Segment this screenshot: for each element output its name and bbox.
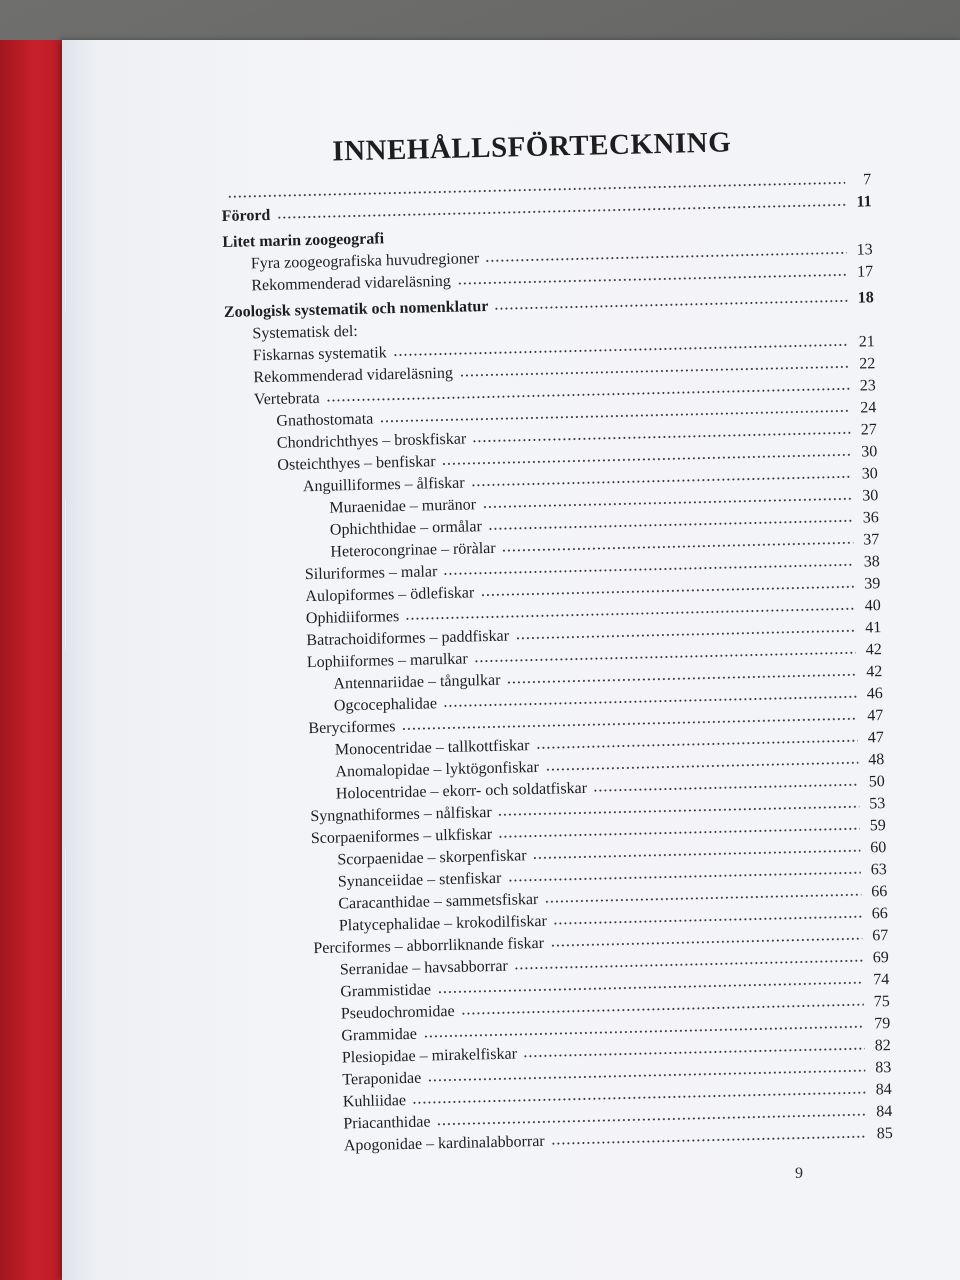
toc-entry-page: 40 <box>864 597 881 615</box>
toc-entry-page: 83 <box>875 1059 892 1077</box>
binding-stitches <box>62 40 74 1280</box>
toc-entry-title: Kuhliidae <box>342 1092 407 1111</box>
toc-dot-leader <box>443 695 857 708</box>
toc-entry-page: 17 <box>857 263 874 281</box>
toc-entry-page: 42 <box>865 641 882 659</box>
toc-entry-title: Heterocongrinae – röràlar <box>330 539 496 561</box>
toc-entry-title: Synanceiidae – stenfiskar <box>337 869 502 891</box>
toc-entry-title: Teraponidae <box>342 1069 422 1089</box>
toc-entry-title: Siluriformes – malar <box>304 563 438 584</box>
toc-entry-title: Osteichthyes – benfiskar <box>277 453 436 474</box>
toc-entry-title: Förord <box>221 206 271 225</box>
page-number: 9 <box>795 1165 803 1182</box>
toc-entry-title: Anguilliformes – ålfiskar <box>302 474 465 496</box>
toc-entry-page: 13 <box>856 241 873 259</box>
toc-entry-page: 67 <box>872 927 889 945</box>
toc-dot-leader <box>507 871 860 883</box>
toc-entry-page: 18 <box>857 289 874 307</box>
toc-entry-page: 46 <box>866 685 883 703</box>
toc-dot-leader <box>459 365 849 378</box>
toc-entry-page: 30 <box>861 465 878 483</box>
toc-entry-title: Muraenidae – muränor <box>329 496 477 517</box>
toc-entry-title: Grammidae <box>341 1025 418 1045</box>
toc-entry-page: 63 <box>870 861 887 879</box>
toc-entry-page: 79 <box>874 1015 891 1033</box>
toc-entry-title: Ogcocephalidae <box>333 695 438 715</box>
toc-entry-title: Grammistidae <box>340 981 432 1001</box>
toc-entry-title: Gnathostomata <box>276 410 374 430</box>
toc-entry-title: Anomalopidae – lyktögonfiskar <box>335 758 540 781</box>
toc-entry-page: 27 <box>860 421 877 439</box>
toc-entry-page: 47 <box>867 707 884 725</box>
toc-entry-title: Perciformes – abborrliknande fiskar <box>313 934 545 958</box>
toc-entry-page: 7 <box>862 171 872 189</box>
toc-dot-leader <box>523 1047 865 1059</box>
toc-entry-title: Serranidae – havsabborrar <box>339 957 508 979</box>
toc-dot-leader <box>442 453 852 466</box>
toc-entry-page: 69 <box>872 949 889 967</box>
toc-entry-page: 38 <box>863 553 880 571</box>
toc-entry-title: Caracanthidae – sammetsfiskar <box>338 890 539 913</box>
toc-dot-leader <box>494 299 848 311</box>
toc-entry-page: 85 <box>876 1124 893 1143</box>
toc-entry-title: Ophichthidae – ormålar <box>329 518 483 539</box>
toc-entry-page: 74 <box>873 971 890 989</box>
toc-entry-page: 75 <box>873 993 890 1011</box>
toc-entry-page: 21 <box>858 333 875 351</box>
toc-dot-leader <box>535 739 857 750</box>
toc-entry-title: Vertebrata <box>253 389 320 409</box>
toc-dot-leader <box>502 541 854 553</box>
toc-dot-leader <box>550 937 862 948</box>
toc-entry-title: Systematisk del: <box>252 322 358 343</box>
toc-dot-leader <box>480 585 854 597</box>
toc-dot-leader <box>593 783 859 793</box>
toc-entry-page: 84 <box>876 1103 893 1121</box>
toc-entry-title: Monocentridae – tallkottfiskar <box>334 737 530 759</box>
toc-entry-page: 37 <box>863 531 880 549</box>
toc-entry-page: 84 <box>875 1081 892 1099</box>
toc-entry-title: Fyra zoogeografiska huvudregioner <box>250 250 480 273</box>
binding-stitch <box>64 850 67 1000</box>
table-of-contents <box>221 169 893 1159</box>
toc-dot-leader <box>443 563 854 576</box>
toc-entry-title: Batrachoidiformes – paddfiskar <box>306 627 510 650</box>
toc-dot-leader <box>488 519 853 531</box>
book-page <box>62 40 960 1280</box>
toc-entry-page: 23 <box>859 377 876 395</box>
toc-dot-leader <box>457 273 847 286</box>
toc-entry-title: Scorpaeniformes – ulkfiskar <box>310 826 493 848</box>
toc-entry-page: 30 <box>862 487 879 505</box>
toc-dot-leader <box>551 1135 867 1146</box>
toc-entry-page: 53 <box>869 795 886 813</box>
toc-entry-page: 41 <box>865 619 882 637</box>
toc-dot-leader <box>472 431 851 444</box>
toc-entry-page: 30 <box>861 443 878 461</box>
toc-entry-title: Apogonidae – kardinalabborrar <box>343 1132 545 1155</box>
toc-dot-leader <box>544 893 861 904</box>
toc-dot-leader <box>506 673 856 685</box>
toc-entry-title: Litet marin zoogeografi <box>222 230 385 251</box>
toc-dot-leader <box>545 761 858 772</box>
page-content <box>220 123 893 1155</box>
toc-dot-leader <box>471 475 852 488</box>
toc-entry-title: Beryciformes <box>308 718 396 738</box>
toc-dot-leader <box>461 1003 864 1016</box>
toc-dot-leader <box>482 497 852 509</box>
toc-entry-page: 11 <box>856 193 872 211</box>
toc-entry-page: 36 <box>862 509 879 527</box>
binding-stitch <box>64 500 67 650</box>
toc-entry-title: Syngnathiformes – nålfiskar <box>310 804 492 826</box>
toc-dot-leader <box>474 651 856 664</box>
toc-entry-title: Priacanthidae <box>343 1113 431 1133</box>
toc-entry-title: Rekommenderad vidareläsning <box>253 364 454 387</box>
toc-entry-title: Aulopiformes – ödlefiskar <box>305 584 475 606</box>
toc-entry-title: Rekommenderad vidareläsning <box>251 272 452 295</box>
toc-entry-page: 24 <box>860 399 877 417</box>
toc-entry-page: 50 <box>868 773 885 791</box>
toc-entry-page: 42 <box>866 663 883 681</box>
toc-dot-leader <box>515 629 855 641</box>
toc-entry-title: Chondrichthyes – broskfiskar <box>276 430 467 452</box>
toc-entry-title: Plesiopidae – mirakelfiskar <box>341 1045 518 1067</box>
toc-entry-page: 66 <box>871 905 888 923</box>
toc-entry-page: 82 <box>874 1037 891 1055</box>
page-title: INNEHÅLLSFÖRTECKNING <box>331 126 732 168</box>
toc-dot-leader <box>553 915 862 926</box>
toc-entry-page: 48 <box>868 751 885 769</box>
toc-entry-title: Lophiiformes – marulkar <box>306 650 468 672</box>
toc-dot-leader <box>485 251 847 263</box>
toc-entry-title: Fiskarnas systematik <box>252 344 387 365</box>
toc-dot-leader <box>533 849 861 860</box>
toc-entry-title: Platycephalidae – krokodilfiskar <box>338 912 547 935</box>
toc-entry-title: Antennariidae – tångulkar <box>333 671 501 693</box>
toc-dot-leader <box>514 959 863 971</box>
toc-dot-leader <box>498 805 860 817</box>
toc-entry-title: Zoologisk systematik och nomenklatur <box>223 297 489 321</box>
toc-entry-page: 59 <box>869 817 886 835</box>
toc-dot-leader <box>498 827 860 839</box>
toc-entry-page: 22 <box>859 355 876 373</box>
toc-entry-title: Ophidiiformes <box>305 608 400 628</box>
toc-entry-page: 60 <box>870 839 887 857</box>
toc-entry-title: Holocentridae – ekorr- och soldatfiskar <box>335 779 588 803</box>
binding-stitch <box>64 160 67 310</box>
toc-entry-title: Pseudochromidae <box>340 1002 455 1023</box>
toc-dot-leader <box>276 203 845 220</box>
toc-entry-page: 39 <box>864 575 881 593</box>
toc-entry-page: 66 <box>871 883 888 901</box>
toc-entry-page: 47 <box>867 729 884 747</box>
toc-entry-title: Scorpaenidae – skorpenfiskar <box>337 847 527 869</box>
